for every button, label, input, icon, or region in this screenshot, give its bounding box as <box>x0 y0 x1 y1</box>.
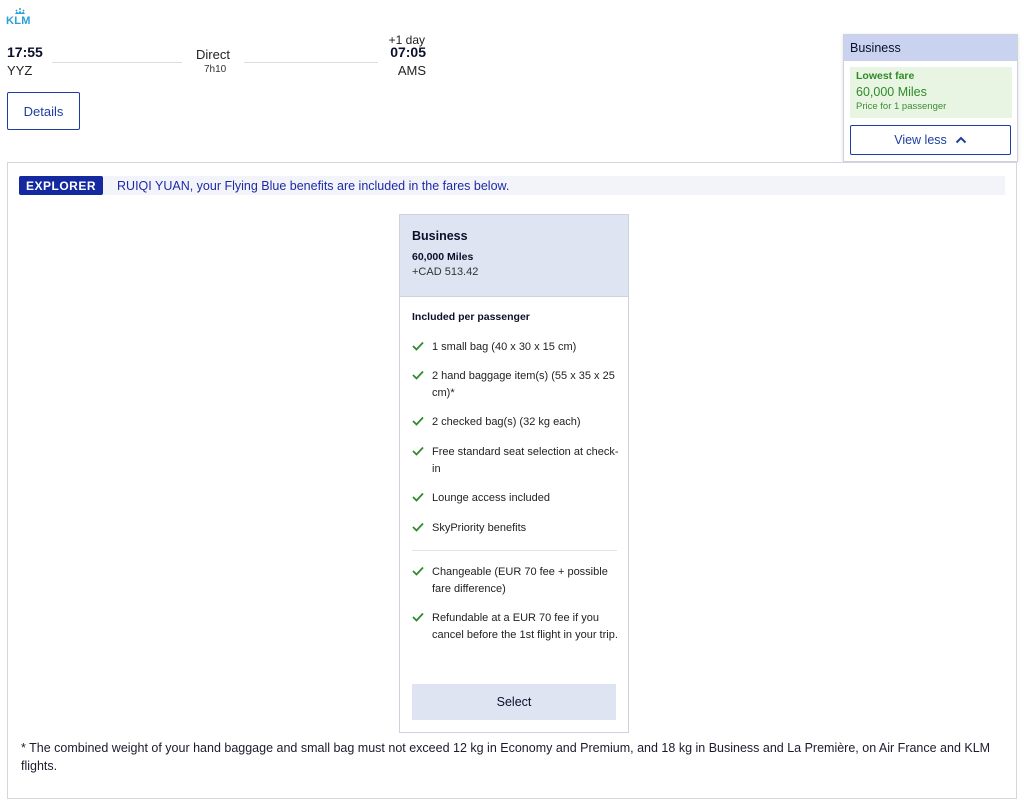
business-fare-card <box>399 214 629 733</box>
departure-airport: YYZ <box>7 63 33 78</box>
check-icon <box>412 490 432 507</box>
condition-text: Changeable (EUR 70 fee + possible fare difference) <box>432 566 608 595</box>
condition-text: Refundable at a EUR 70 fee if you cancel before the 1st flight in your trip. <box>432 612 618 641</box>
feature-item <box>412 339 622 356</box>
cabin-summary-panel <box>843 34 1018 162</box>
feature-item <box>412 368 622 401</box>
feature-text: 2 hand baggage item(s) (55 x 35 x 25 cm)* <box>432 370 615 399</box>
view-less-label: View less <box>894 133 947 147</box>
condition-item <box>412 610 622 643</box>
fare-cash: +CAD 513.42 <box>412 266 479 278</box>
departure-time: 17:55 <box>7 44 43 60</box>
crown-icon <box>14 8 26 15</box>
feature-item <box>412 490 622 507</box>
check-icon <box>412 368 432 401</box>
route-line-right <box>244 62 378 63</box>
lowest-fare-box[interactable] <box>850 67 1012 118</box>
fare-title: Business <box>412 229 468 243</box>
feature-item <box>412 414 622 431</box>
day-offset: +1 day <box>388 33 425 47</box>
conditions-divider <box>412 550 617 551</box>
route-line-left <box>52 62 182 63</box>
feature-text: 1 small bag (40 x 30 x 15 cm) <box>432 341 577 353</box>
flying-blue-banner <box>19 176 1005 195</box>
view-less-button[interactable] <box>850 125 1011 155</box>
select-button[interactable]: Select <box>412 684 616 720</box>
logo-wordmark: KLM <box>6 15 31 27</box>
condition-item <box>412 564 622 597</box>
lowest-fare-label: Lowest fare <box>856 70 915 82</box>
feature-text: Lounge access included <box>432 492 551 504</box>
arrival-time: 07:05 <box>390 44 426 60</box>
explorer-badge: EXPLORER <box>19 176 103 195</box>
feature-text: Free standard seat selection at check-in <box>432 446 619 475</box>
klm-logo <box>6 8 34 26</box>
stops-label: Direct <box>196 47 230 62</box>
chevron-up-icon <box>955 136 967 144</box>
baggage-footnote: * The combined weight of your hand baggage and small bag must not exceed 12 kg in Economy and Premium, and 18 kg in Business and La Première, on Air France and KLM flights. <box>21 741 991 773</box>
feature-item <box>412 444 622 477</box>
feature-text: 2 checked bag(s) (32 kg each) <box>432 416 581 428</box>
feature-item <box>412 520 622 537</box>
included-title: Included per passenger <box>412 311 530 323</box>
lowest-fare-miles: 60,000 Miles <box>856 85 927 99</box>
fare-options-panel <box>7 162 1017 799</box>
check-icon <box>412 610 432 643</box>
check-icon <box>412 564 432 597</box>
details-button[interactable]: Details <box>7 92 80 130</box>
cabin-title: Business <box>844 35 1017 61</box>
banner-text: RUIQI YUAN, your Flying Blue benefits are included in the fares below. <box>117 178 510 193</box>
flight-duration: 7h10 <box>204 64 227 75</box>
lowest-fare-sub: Price for 1 passenger <box>856 101 947 112</box>
check-icon <box>412 444 432 477</box>
fare-miles: 60,000 Miles <box>412 251 474 263</box>
arrival-airport: AMS <box>397 63 426 78</box>
check-icon <box>412 520 432 537</box>
check-icon <box>412 339 432 356</box>
fare-card-header <box>400 215 628 297</box>
check-icon <box>412 414 432 431</box>
feature-text: SkyPriority benefits <box>432 522 527 534</box>
